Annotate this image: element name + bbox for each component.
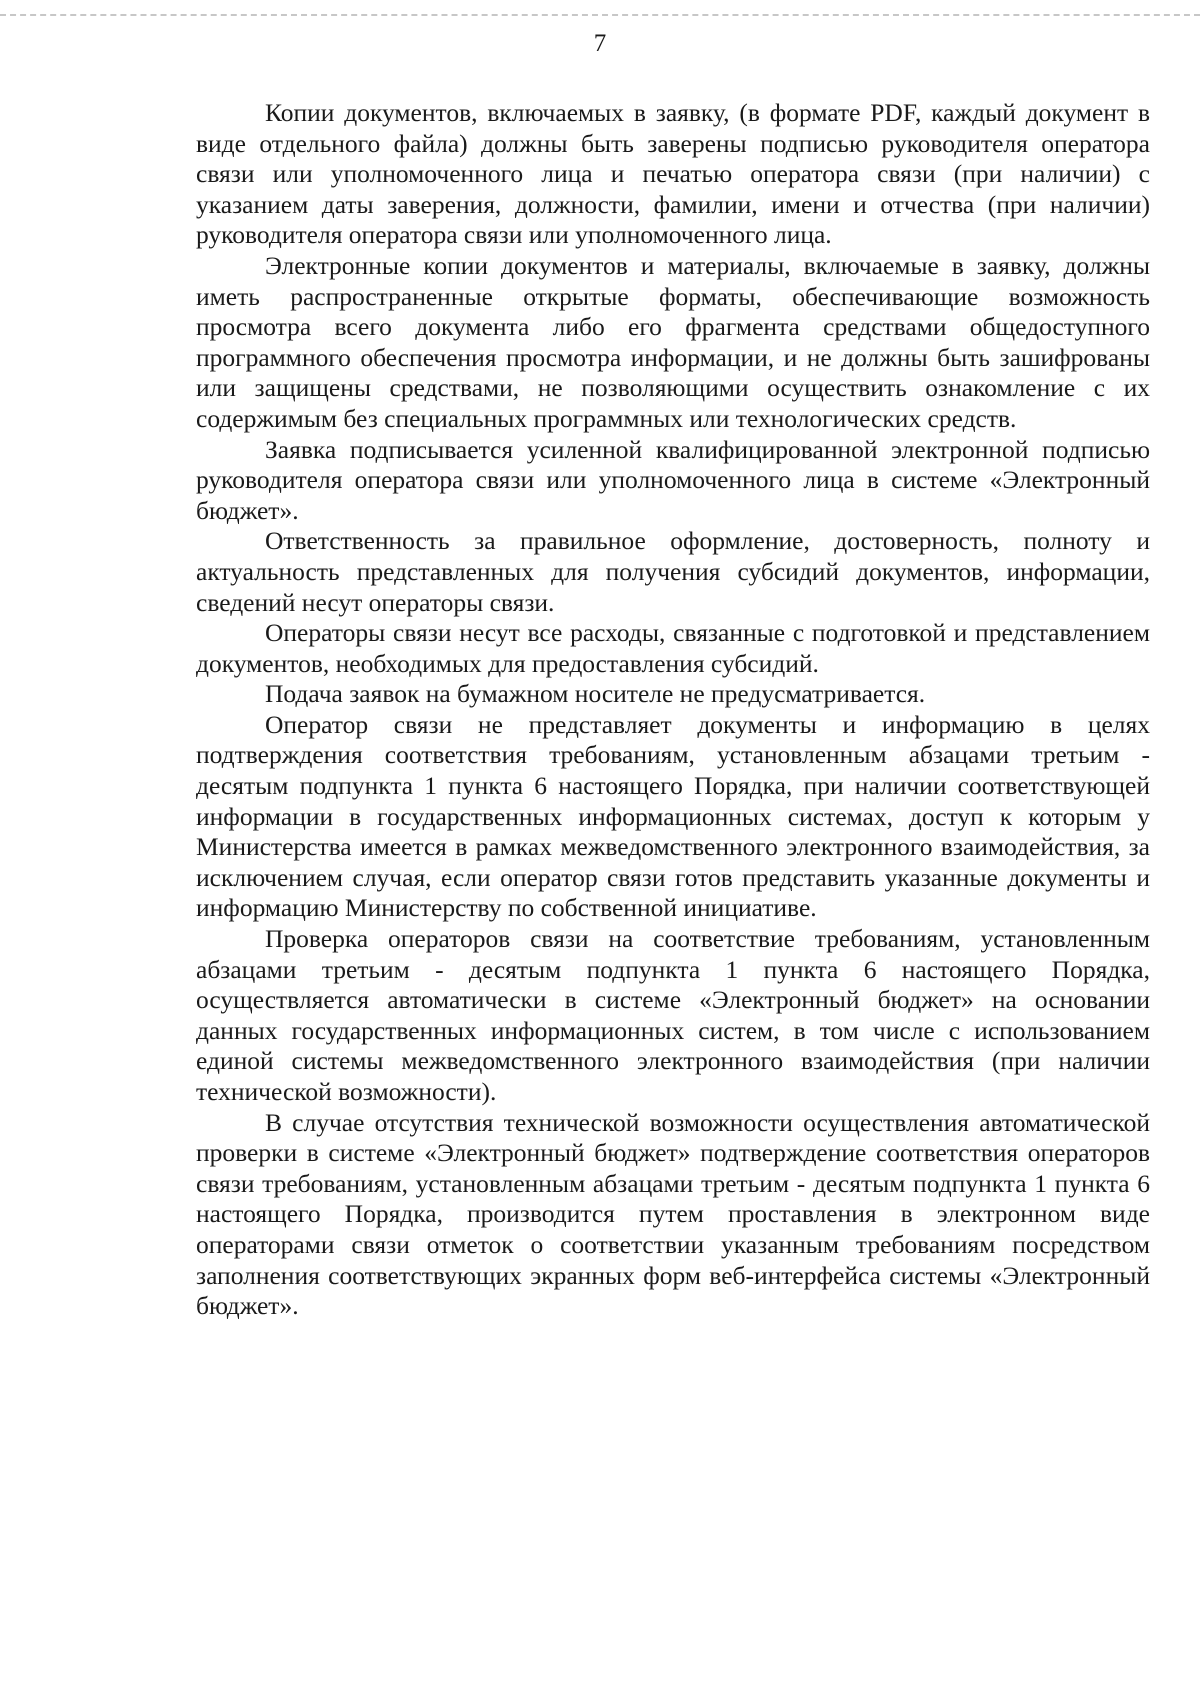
scan-edge-line xyxy=(0,14,1200,20)
paragraph-no-documents-required: Оператор связи не представляет документы и информацию в целях подтверждения соответствия требованиям, установленным абзацами третьим - десятым подпункта 1 пункта 6 настоящего Порядка, при наличии соответствующей информации в государственных информационных системах, доступ к которым у Министерства имеется в рамках межведомственного электронного взаимодействия, за исключением случая, если оператор связи готов представить указанные документы и информацию Министерству по собственной инициативе. xyxy=(196,709,1150,923)
paragraph-expenses: Операторы связи несут все расходы, связанные с подготовкой и представлением документов, необходимых для предоставления субсидий. xyxy=(196,618,1150,678)
paragraph-electronic-copies: Электронные копии документов и материалы, включаемые в заявку, должны иметь распространенные открытые форматы, обеспечивающие возможность просмотра всего документа либо его фрагмента средствами общедоступного программного обеспечения просмотра информации, и не должны быть зашифрованы или защищены средствами, не позволяющими осуществить ознакомление с их содержимым без специальных программных или технологических средств. xyxy=(196,250,1150,433)
paragraph-manual-confirmation: В случае отсутствия технической возможности осуществления автоматической проверки в системе «Электронный бюджет» подтверждение соответствия операторов связи требованиям, установленным абзацами третьим - десятым подпункта 1 пункта 6 настоящего Порядка, производится путем проставления в электронном виде операторами связи отметок о соответствии указанным требованиям посредством заполнения соответствующих экранных форм веб-интерфейса системы «Электронный бюджет». xyxy=(196,1107,1150,1321)
paragraph-responsibility: Ответственность за правильное оформление, достоверность, полноту и актуальность представленных для получения субсидий документов, информации, сведений несут операторы связи. xyxy=(196,526,1150,617)
paragraph-paper-submission: Подача заявок на бумажном носителе не предусматривается. xyxy=(265,679,926,709)
paragraph-document-copies: Копии документов, включаемых в заявку, (в формате PDF, каждый документ в виде отдельного файла) должны быть заверены подписью руководителя оператора связи или уполномоченного лица и печатью оператора связи (при наличии) с указанием даты заверения, должности, фамилии, имени и отчества (при наличии) руководителя оператора связи или уполномоченного лица. xyxy=(196,98,1150,250)
paragraph-automatic-check: Проверка операторов связи на соответствие требованиям, установленным абзацами третьим - десятым подпункта 1 пункта 6 настоящего Порядка, осуществляется автоматически в системе «Электронный бюджет» на основании данных государственных информационных систем, в том числе с использованием единой системы межведомственного электронного взаимодействия (при наличии технической возможности). xyxy=(196,924,1150,1106)
paragraph-application-signature: Заявка подписывается усиленной квалифицированной электронной подписью руководителя оператора связи или уполномоченного лица в системе «Электронный бюджет». xyxy=(196,434,1150,525)
page-number: 7 xyxy=(593,30,607,57)
body-text xyxy=(196,98,1150,1322)
